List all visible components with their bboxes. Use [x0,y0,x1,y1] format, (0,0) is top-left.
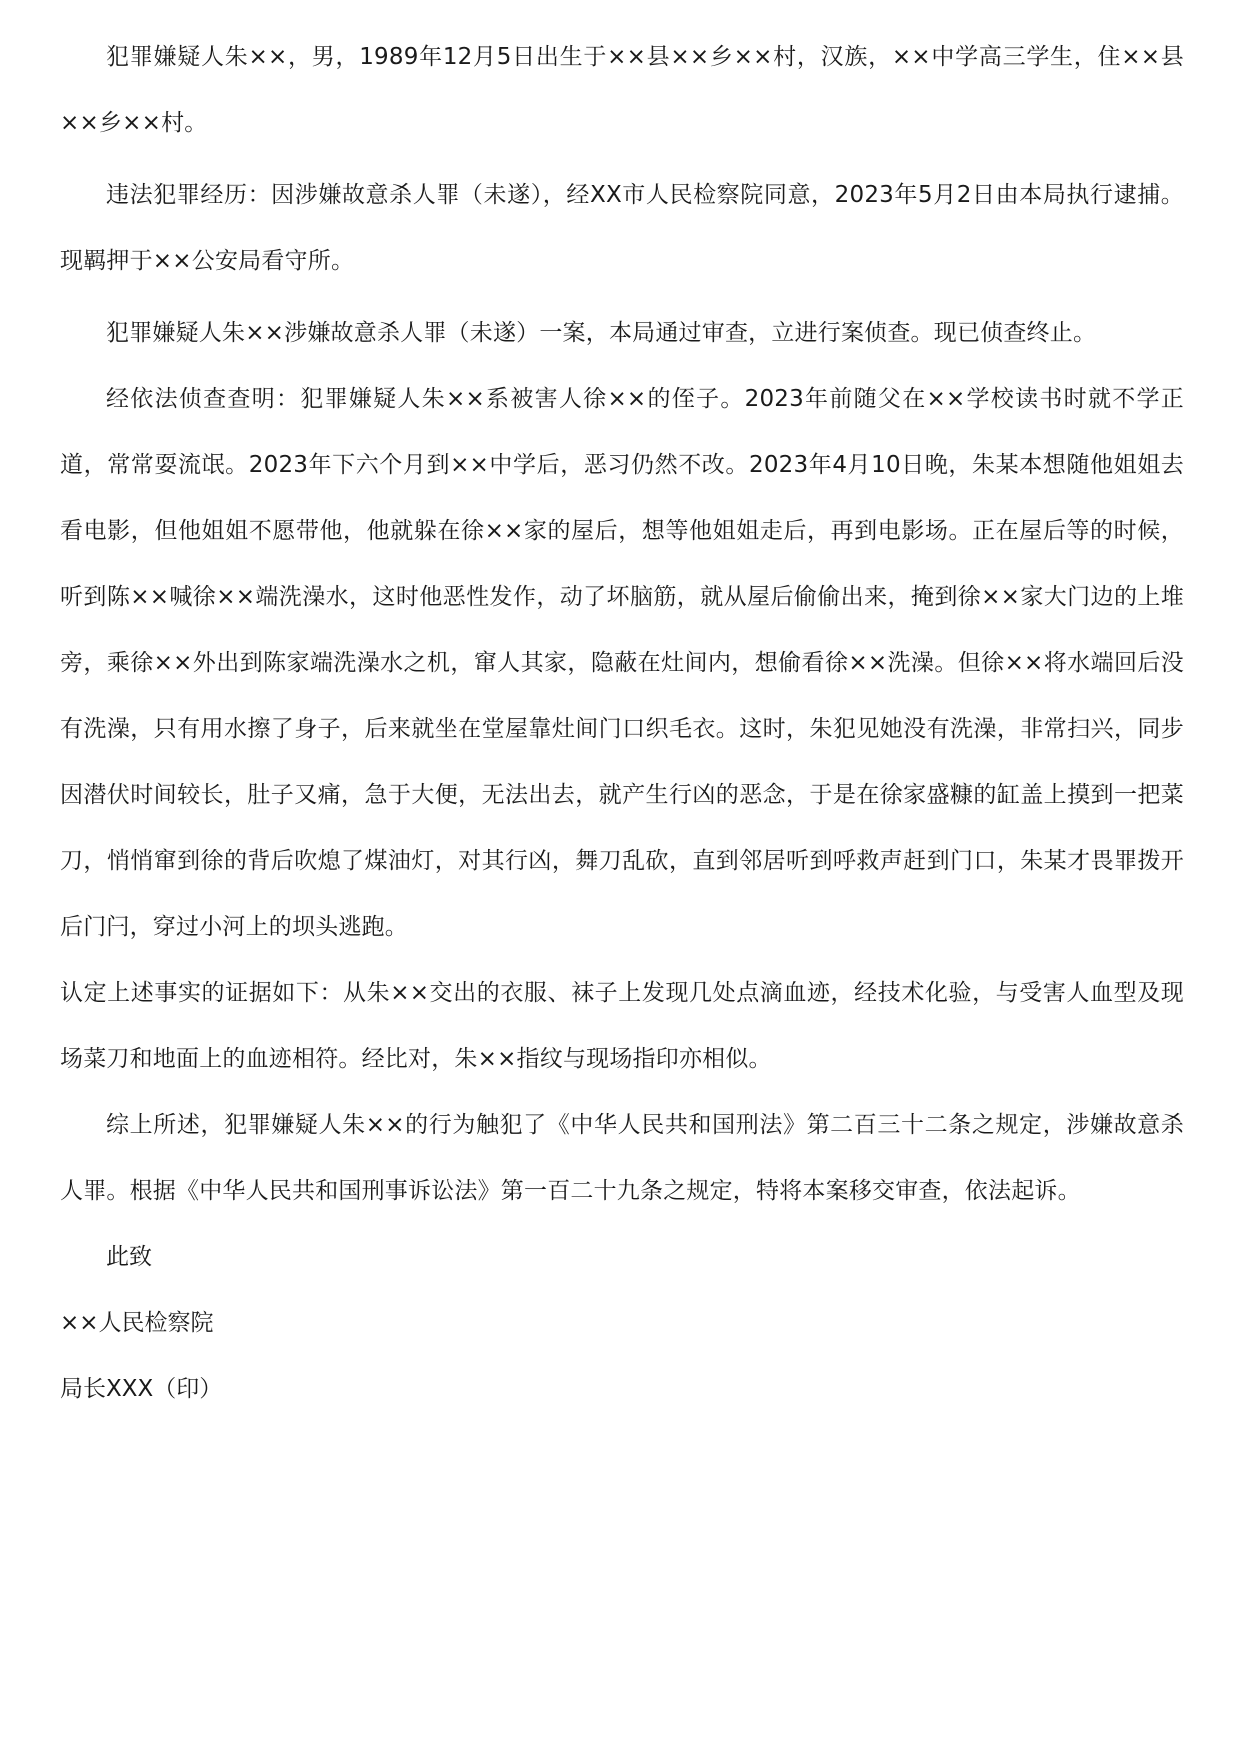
conclusion-paragraph: 综上所述，犯罪嫌疑人朱××的行为触犯了《中华人民共和国刑法》第二百三十二条之规定，涉嫌故意杀人罪。根据《中华人民共和国刑事诉讼法》第一百二十九条之规定，特将本案移交审查，依法起诉。 [60,1112,1184,1204]
document-page [60,24,1184,1422]
investigation-findings-paragraph: 经依法侦查查明：犯罪嫌疑人朱××系被害人徐××的侄子。2023年前随父在××学校读书时就不学正道，常常耍流氓。2023年下六个月到××中学后，恶习仍然不改。2023年4月10日晚，朱某本想随他姐姐去看电影，但他姐姐不愿带他，他就躲在徐××家的屋后，想等他姐姐走后，再到电影场。正在屋后等的时候，听到陈××喊徐××端洗澡水，这时他恶性发作，动了坏脑筋，就从屋后偷偷出来，掩到徐××家大门边的上堆旁，乘徐××外出到陈家端洗澡水之机，窜人其家，隐蔽在灶间内，想偷看徐××洗澡。但徐××将水端回后没有洗澡，只有用水擦了身子，后来就坐在堂屋靠灶间门口织毛衣。这时，朱犯见她没有洗澡，非常扫兴，同步因潜伏时间较长，肚子又痛，急于大便，无法出去，就产生行凶的恶念，于是在徐家盛糠的缸盖上摸到一把菜刀，悄悄窜到徐的背后吹熄了煤油灯，对其行凶，舞刀乱砍，直到邻居听到呼救声赶到门口，朱某才畏罪拨开后门闩，穿过小河上的坝头逃跑。 [60,386,1184,940]
case-status-paragraph: 犯罪嫌疑人朱××涉嫌故意杀人罪（未遂）一案，本局通过审查，立进行案侦查。现已侦查终止。 [106,320,1097,346]
suspect-info-paragraph: 犯罪嫌疑人朱××，男，1989年12月5日出生于××县××乡××村，汉族，××中学高三学生，住××县××乡××村。 [60,44,1184,136]
signature-line: 局长XXX（印） [60,1376,223,1402]
closing-salutation: 此致 [106,1244,152,1270]
recipient-name: ××人民检察院 [60,1310,214,1336]
evidence-paragraph: 认定上述事实的证据如下：从朱××交出的衣服、袜子上发现几处点滴血迹，经技术化验，与受害人血型及现场菜刀和地面上的血迹相符。经比对，朱××指纹与现场指印亦相似。 [60,980,1184,1072]
criminal-history-paragraph: 违法犯罪经历：因涉嫌故意杀人罪（未遂），经XX市人民检察院同意，2023年5月2日由本局执行逮捕。现羁押于××公安局看守所。 [60,182,1184,274]
